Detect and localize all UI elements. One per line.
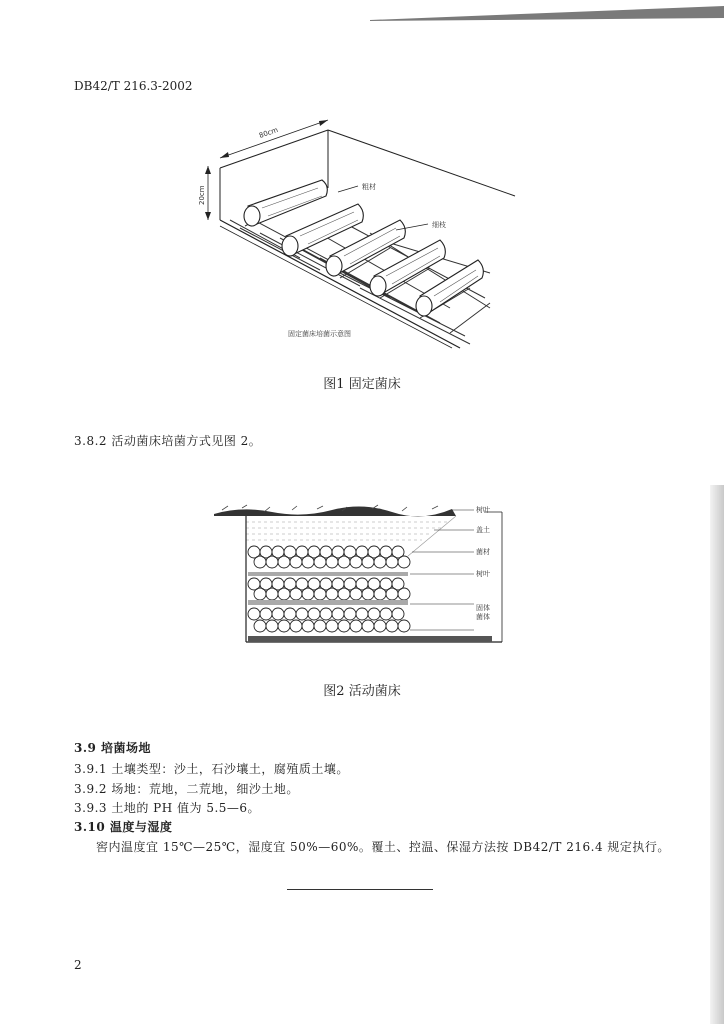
log-cross-section xyxy=(374,588,386,600)
log-cross-section xyxy=(338,556,350,568)
log-cross-section xyxy=(362,620,374,632)
log-cross-section xyxy=(368,608,380,620)
log-cross-section xyxy=(398,588,410,600)
item-3-9-3: 3.9.3 土地的 PH 值为 5.5—6。 xyxy=(74,801,261,815)
label-solid-1: 固体 xyxy=(476,604,490,612)
log-cross-section xyxy=(338,620,350,632)
section-3-9-heading: 3.9 培菌场地 xyxy=(74,741,152,755)
log-cross-section xyxy=(248,608,260,620)
log-cross-section xyxy=(326,556,338,568)
page-number: 2 xyxy=(74,958,82,972)
log-cross-section xyxy=(350,556,362,568)
label-wood: 菌材 xyxy=(476,548,490,556)
log-cross-section xyxy=(266,588,278,600)
log-cross-section xyxy=(266,556,278,568)
log-cross-section xyxy=(314,556,326,568)
log-cross-section xyxy=(278,556,290,568)
log-cross-section xyxy=(290,556,302,568)
dimension-width-label: 80cm xyxy=(258,125,280,140)
log-cross-section xyxy=(326,588,338,600)
scan-side-shadow xyxy=(710,485,724,1024)
log-cross-section xyxy=(278,620,290,632)
log-cross-section xyxy=(314,588,326,600)
log-cross-section xyxy=(302,556,314,568)
label-cover-soil: 盖土 xyxy=(476,526,490,534)
figure-2-movable-bed xyxy=(212,500,532,650)
log-cross-section xyxy=(260,608,272,620)
log-cross-section xyxy=(314,620,326,632)
log-cross-section xyxy=(320,608,332,620)
figure-2-caption: 图2 活动菌床 xyxy=(323,684,401,699)
dimension-height-label: 20cm xyxy=(198,185,206,205)
log-cross-section xyxy=(356,608,368,620)
log-cross-section xyxy=(266,620,278,632)
section-3-10-heading: 3.10 温度与湿度 xyxy=(74,820,173,834)
label-leaves-top: 树叶 xyxy=(476,506,490,514)
label-leaves-mid: 树叶 xyxy=(476,570,490,578)
label-thin-branch: 细枝 xyxy=(432,221,446,229)
figure-1-inner-caption: 固定菌床培菌示意图 xyxy=(288,330,351,338)
log-cross-section xyxy=(350,620,362,632)
log-cross-section xyxy=(386,588,398,600)
figure-1-caption: 图1 固定菌床 xyxy=(323,377,401,392)
item-3-9-2: 3.9.2 场地：荒地，二荒地，细沙土地。 xyxy=(74,782,299,796)
log-cross-section xyxy=(344,608,356,620)
scan-edge-shadow xyxy=(360,0,724,26)
log-cross-section xyxy=(332,608,344,620)
log-cross-section xyxy=(254,588,266,600)
log-cross-section xyxy=(308,608,320,620)
log-cross-section xyxy=(386,620,398,632)
section-3-10-body: 窖内温度宜 15℃—25℃，湿度宜 50%—60%。覆土、控温、保湿方法按 DB42/T 216.4 规定执行。 xyxy=(96,840,670,854)
log-cross-section xyxy=(302,588,314,600)
log-cross-section xyxy=(296,608,308,620)
label-thick-wood: 粗材 xyxy=(362,183,376,191)
log-cross-section xyxy=(380,608,392,620)
paragraph-3-8-2: 3.8.2 活动菌床培菌方式见图 2。 xyxy=(74,434,262,448)
log-cross-section xyxy=(338,588,350,600)
log-cross-section xyxy=(374,556,386,568)
log-cross-section xyxy=(350,588,362,600)
log-cross-section xyxy=(284,608,296,620)
log-cross-section xyxy=(374,620,386,632)
log-cross-section xyxy=(278,588,290,600)
log-cross-section xyxy=(362,588,374,600)
log-cross-section xyxy=(398,620,410,632)
document-code: DB42/T 216.3-2002 xyxy=(74,79,193,93)
figure-1-fixed-bed xyxy=(190,108,530,353)
log-cross-section xyxy=(392,608,404,620)
log-cross-section xyxy=(302,620,314,632)
label-solid-2: 菌体 xyxy=(476,613,490,621)
log-cross-section xyxy=(326,620,338,632)
log-cross-section xyxy=(254,556,266,568)
end-rule xyxy=(287,889,433,890)
log-cross-section xyxy=(290,588,302,600)
item-3-9-1: 3.9.1 土壤类型：沙土，石沙壤土，腐殖质土壤。 xyxy=(74,762,349,776)
log-cross-section xyxy=(254,620,266,632)
log-cross-section xyxy=(386,556,398,568)
log-cross-section xyxy=(362,556,374,568)
log-cross-section xyxy=(398,556,410,568)
log-cross-section xyxy=(290,620,302,632)
log-cross-section xyxy=(272,608,284,620)
